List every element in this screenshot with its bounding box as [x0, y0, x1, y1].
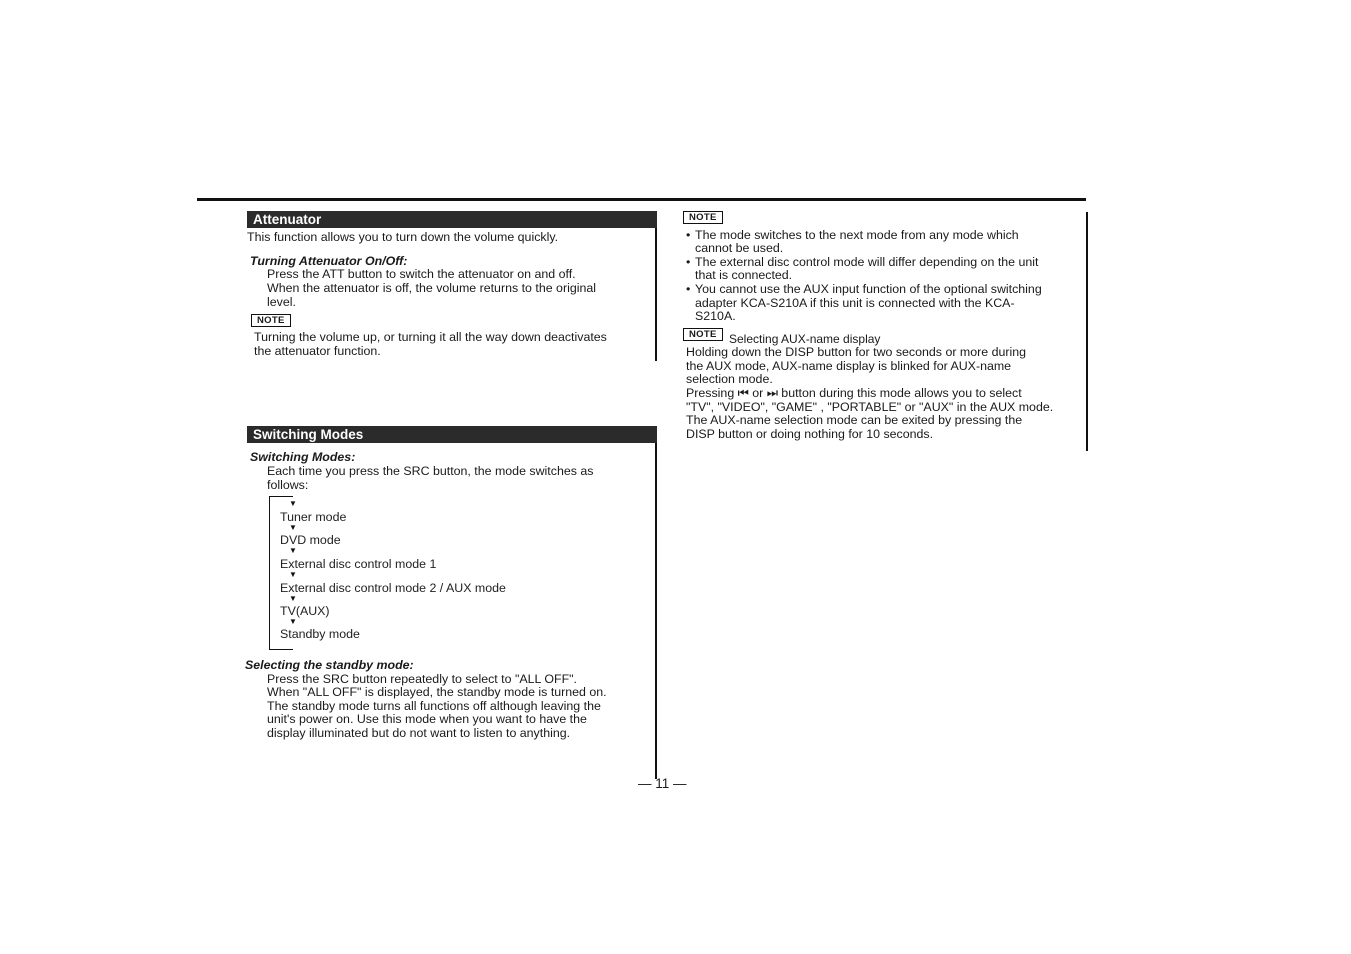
switching-modes-heading: Switching Modes — [247, 426, 657, 443]
note-bullet-line: S210A. — [695, 309, 736, 323]
note-bullet-line: adapter KCA-S210A if this unit is connected with the KCA- — [695, 296, 1015, 310]
right-edge-rule — [1086, 212, 1088, 451]
note-bullet-line: The mode switches to the next mode from any mode which — [695, 228, 1019, 242]
note-bullet — [686, 283, 1042, 297]
note-bullet-line: You cannot use the AUX input function of the optional switching — [695, 282, 1042, 296]
flow-down-arrow: ▼ — [289, 546, 297, 555]
attenuator-note-label: NOTE — [251, 314, 291, 327]
aux-note-line: The AUX-name selection mode can be exited by pressing the — [686, 413, 1023, 427]
top-rule — [197, 198, 1086, 201]
standby-body-line: unit's power on. Use this mode when you want to have the — [267, 712, 587, 726]
attenuator-note-line: Turning the volume up, or turning it all the way down deactivates — [254, 330, 607, 344]
flow-down-arrow: ▼ — [289, 499, 297, 508]
flow-down-arrow: ▼ — [289, 570, 297, 579]
mode-loop-line — [269, 496, 270, 650]
standby-body-line: When "ALL OFF" is displayed, the standby mode is turned on. — [267, 685, 607, 699]
flow-down-arrow: ▼ — [289, 594, 297, 603]
note-bullet-line: that is connected. — [695, 268, 793, 282]
bullet-dot: • — [686, 228, 691, 242]
bullet-dot: • — [686, 282, 691, 296]
switching-subheading: Switching Modes: — [250, 450, 356, 464]
flow-down-arrow: ▼ — [289, 523, 297, 532]
bullet-dot: • — [686, 255, 691, 269]
aux-note-title: Selecting AUX-name display — [729, 332, 881, 346]
switching-body-line: Each time you press the SRC button, the mode switches as — [267, 464, 594, 478]
right-note-label: NOTE — [683, 211, 723, 224]
flow-down-arrow: ▼ — [289, 617, 297, 626]
aux-note-line: DISP button or doing nothing for 10 seconds. — [686, 427, 934, 441]
mode-item: Tuner mode — [280, 510, 347, 524]
switching-body-line: follows: — [267, 478, 309, 492]
attenuator-heading: Attenuator — [247, 211, 657, 228]
attenuator-body-line: Press the ATT button to switch the attenuator on and off. — [267, 267, 576, 281]
mode-item: DVD mode — [280, 533, 341, 547]
aux-note-line: selection mode. — [686, 372, 773, 386]
attenuator-body-line: level. — [267, 295, 296, 309]
mode-item: Standby mode — [280, 627, 360, 641]
aux-note-label: NOTE — [683, 328, 723, 341]
attenuator-subheading: Turning Attenuator On/Off: — [250, 254, 408, 268]
mode-loop-line — [269, 496, 293, 497]
aux-note-line: the AUX mode, AUX-name display is blinked for AUX-name — [686, 359, 1012, 373]
aux-note-line: Pressing ⏮ or ⏭ button during this mode allows you to select — [686, 386, 1022, 400]
aux-note-line: "TV", "VIDEO", "GAME" , "PORTABLE" or "AUX" in the AUX mode. — [686, 400, 1054, 414]
note-bullet-line: cannot be used. — [695, 241, 784, 255]
mode-item: TV(AUX) — [280, 604, 330, 618]
attenuator-note-line: the attenuator function. — [254, 344, 381, 358]
mode-item: External disc control mode 1 — [280, 557, 437, 571]
standby-body-line: display illuminated but do not want to listen to anything. — [267, 726, 571, 740]
column-divider-upper — [655, 212, 657, 361]
column-divider-lower — [655, 427, 657, 779]
standby-body-line: Press the SRC button repeatedly to select to "ALL OFF". — [267, 672, 577, 686]
mode-loop-line — [269, 649, 293, 650]
page-number: — 11 — — [638, 776, 687, 791]
mode-item: External disc control mode 2 / AUX mode — [280, 581, 506, 595]
attenuator-intro: This function allows you to turn down the volume quickly. — [247, 230, 559, 244]
standby-body-line: The standby mode turns all functions off although leaving the — [267, 699, 601, 713]
attenuator-body-line: When the attenuator is off, the volume returns to the original — [267, 281, 596, 295]
standby-subheading: Selecting the standby mode: — [245, 658, 414, 672]
aux-note-line: Holding down the DISP button for two seconds or more during — [686, 345, 1027, 359]
note-bullet-line: The external disc control mode will differ depending on the unit — [695, 255, 1039, 269]
